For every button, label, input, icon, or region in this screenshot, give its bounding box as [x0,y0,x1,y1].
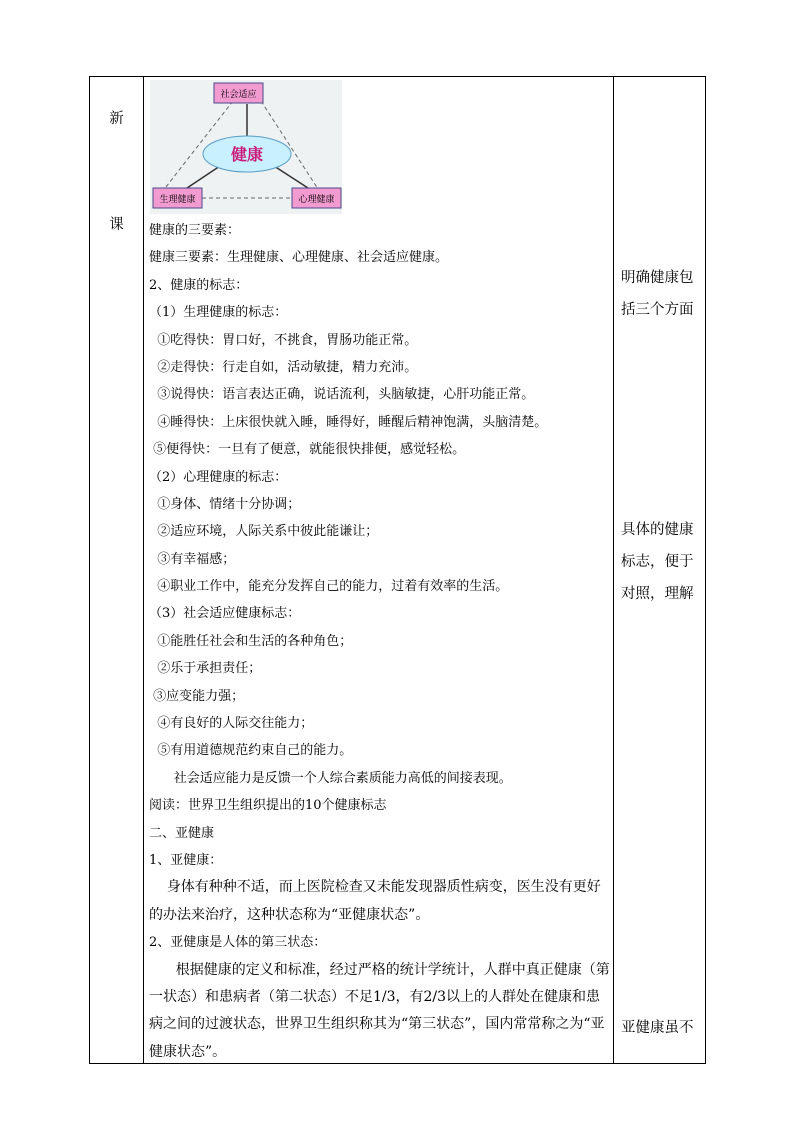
content-column [145,77,611,1063]
text-line: ②乐于承担责任； [149,661,262,677]
text-line: ④睡得快：上床很快就入睡，睡得好，睡醒后精神饱满，头脑清楚。 [149,414,548,430]
text-line: ③有幸福感； [149,551,236,567]
section-char: 新 [109,111,124,127]
text-line: 健康三要素：生理健康、心理健康、社会适应健康。 [149,250,449,266]
lesson-text [149,217,611,1066]
column-divider [613,77,614,1063]
text-line: 1、亚健康： [149,852,223,868]
text-line: ②走得快：行走自如，活动敏捷，精力充沛。 [149,359,418,375]
diagram-top-label: 社会适应 [220,90,257,100]
diagram-bottom-right-label: 心理健康 [298,195,335,205]
margin-note: 明确健康包括三个方面 [621,270,694,318]
text-line: 2、亚健康是人体的第三状态： [149,935,327,951]
text-line: ①吃得快：胃口好，不挑食，胃肠功能正常。 [149,332,418,348]
text-line: （3）社会适应健康标志： [149,606,301,622]
text-line: ④有良好的人际交往能力； [149,716,314,732]
text-line: ⑤有用道德规范约束自己的能力。 [149,743,353,759]
text-line: 阅读：世界卫生组织提出的10个健康标志 [149,798,387,814]
text-line: （1）生理健康的标志： [149,305,288,321]
text-line: 二、亚健康 [149,825,215,841]
notes-column [615,77,705,1063]
diagram-bottom-left-label: 生理健康 [159,195,196,205]
margin-note: 亚健康虽不 [621,1020,694,1036]
section-char: 课 [109,217,124,233]
text-line: ①身体、情绪十分协调； [149,496,301,512]
text-line: （2）心理健康的标志： [149,469,288,485]
margin-note: 具体的健康标志，便于对照，理解 [621,522,694,602]
text-line: ②适应环境，人际关系中彼此能谦让； [149,524,379,540]
text-line: ③说得快：语言表达正确，说话流利，头脑敏捷，心肝功能正常。 [149,387,535,403]
text-line: 2、健康的标志： [149,277,249,293]
text-line: 社会适应能力是反馈一个人综合素质能力高低的间接表现。 [149,770,512,786]
diagram-center-label: 健康 [230,145,264,164]
text-line: ①能胜任社会和生活的各种角色； [149,633,353,649]
text-line: 健康的三要素： [149,223,241,238]
lesson-table [89,76,706,1064]
text-line: ④职业工作中，能充分发挥自己的能力，过着有效率的生活。 [149,579,509,595]
text-paragraph: 身体有种种不适，而上医院检查又未能发现器质性病变，医生没有更好的办法来治疗，这种状态称为“亚健康状态”。 [149,879,601,923]
text-line: ③应变能力强； [149,688,245,704]
text-paragraph: 根据健康的定义和标准，经过严格的统计学统计，人群中真正健康（第一状态）和患病者（第二状态）不足1/3，有2/3以上的人群处在健康和患病之间的过渡状态，世界卫生组织称其为“第三状态”，国内常常称之为“亚健康状态”。 [149,961,610,1060]
column-divider [143,77,144,1063]
text-line: ⑤便得快：一旦有了便意，就能很快排便，感觉轻松。 [149,442,466,458]
section-label-column [90,77,143,1063]
health-triangle-diagram [150,80,342,214]
